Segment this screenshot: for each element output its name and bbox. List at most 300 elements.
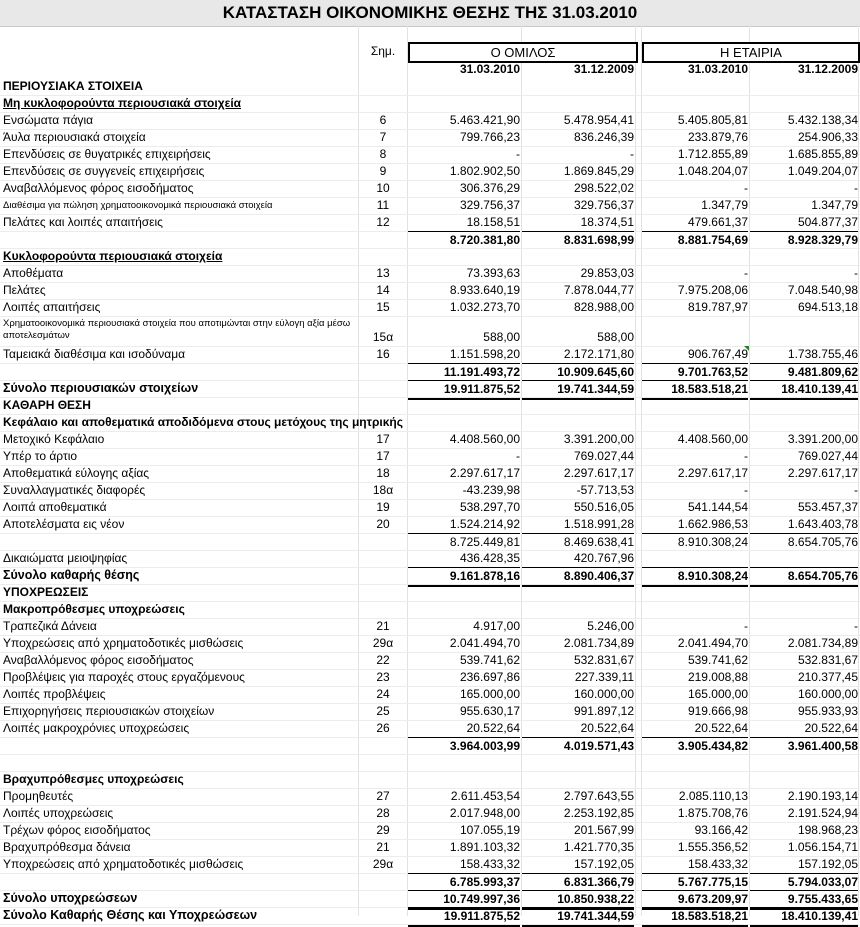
row-note: 21 — [376, 840, 390, 854]
row-note: 19 — [376, 500, 390, 514]
company-current-value: 93.166,42 — [694, 823, 748, 837]
company-current-value: 1.555.356,52 — [677, 840, 748, 854]
row-note: 23 — [376, 670, 390, 684]
company-prior-value: 210.377,45 — [797, 670, 858, 684]
company-prior-value: 2.190.193,14 — [787, 789, 858, 803]
row-note: 26 — [376, 721, 390, 735]
group-current-value: 5.463.421,90 — [449, 113, 520, 127]
group-current-value: 588,00 — [483, 330, 520, 344]
row-note — [360, 737, 406, 754]
row-label: Σύνολο περιουσιακών στοιχείων — [3, 381, 199, 395]
group-prior-value: 769.027,44 — [573, 449, 634, 463]
table-row — [0, 499, 860, 516]
section-heading-row — [0, 414, 860, 431]
group-current-value: 3.964.003,99 — [408, 737, 520, 755]
group-prior-value: 3.391.200,00 — [563, 432, 634, 446]
company-current-value: 158.433,32 — [687, 857, 748, 871]
grid-row-line — [0, 924, 860, 925]
row-label: Τραπεζικά Δάνεια — [3, 619, 97, 633]
row-label: Λοιπές μακροχρόνιες υποχρεώσεις — [3, 721, 190, 735]
group-prior-value: 5.246,00 — [587, 619, 634, 633]
table-row — [0, 163, 860, 180]
company-current-value: 1.048.204,07 — [677, 164, 748, 178]
table-row — [0, 839, 860, 856]
table-row — [0, 856, 860, 873]
row-note: 10 — [376, 181, 390, 195]
section-heading-row — [0, 584, 860, 601]
row-label — [3, 533, 358, 550]
company-current-value: 9.701.763,52 — [642, 363, 748, 381]
group-prior-value — [522, 414, 634, 431]
company-current-value: - — [744, 483, 748, 497]
company-prior-value — [750, 584, 858, 601]
group-prior-value: 828.988,00 — [573, 300, 634, 314]
group-current-value — [408, 78, 520, 95]
subtotal-row — [0, 363, 860, 380]
company-prior-value: 8.654.705,76 — [750, 533, 858, 551]
row-label: Ενσώματα πάγια — [3, 113, 94, 127]
row-label: Πελάτες — [3, 283, 46, 297]
row-label: Επενδύσεις σε θυγατρικές επιχειρήσεις — [3, 147, 211, 161]
company-current-value: 2.297.617,17 — [677, 466, 748, 480]
group-prior-value: 7.878.044,77 — [563, 283, 634, 297]
company-current-value: - — [744, 181, 748, 195]
row-note — [360, 78, 406, 95]
row-label: Μετοχικό Κεφάλαιο — [3, 432, 105, 446]
group-prior-value: 8.469.638,41 — [522, 533, 634, 551]
company-current-value — [642, 754, 748, 771]
group-current-value: 8.720.381,80 — [408, 231, 520, 249]
table-row — [0, 635, 860, 652]
row-label: Σύνολο υποχρεώσεων — [3, 891, 138, 905]
company-current-value: 541.144,54 — [687, 500, 748, 514]
subtotal-row — [0, 231, 860, 248]
subtotal-row — [0, 737, 860, 754]
table-row — [0, 788, 860, 805]
company-current-value: 906.767,49 — [687, 347, 748, 361]
group-current-value: 2.017.948,00 — [449, 806, 520, 820]
row-label: Αναβαλλόμενος φόρος εισοδήματος — [3, 653, 194, 667]
group-current-value: 6.785.993,37 — [408, 873, 520, 891]
table-row — [0, 129, 860, 146]
group-current-value — [408, 95, 520, 112]
company-prior-value: 769.027,44 — [797, 449, 858, 463]
row-label: ΥΠΟΧΡΕΩΣΕΙΣ — [3, 585, 89, 599]
group-prior-value: 6.831.366,79 — [522, 873, 634, 891]
row-note — [360, 414, 406, 431]
company-prior-value: 2.297.617,17 — [787, 466, 858, 480]
row-label: Κεφάλαιο και αποθεματικά αποδιδόμενα στους μετόχους της μητρικής — [3, 415, 403, 429]
row-label: Αποτελέσματα εις νέον — [3, 517, 125, 531]
group-current-value: 73.393,63 — [466, 266, 520, 280]
company-current-value: 1.712.855,89 — [677, 147, 748, 161]
group-current-value: 538.297,70 — [459, 500, 520, 514]
row-label: Αποθέματα — [3, 266, 64, 280]
group-prior-value: 160.000,00 — [573, 687, 634, 701]
company-current-value: 8.910.308,24 — [642, 567, 748, 587]
group-current-value: 955.630,17 — [459, 704, 520, 718]
table-row — [0, 686, 860, 703]
row-label: Υποχρεώσεις από χρηματοδοτικές μισθώσεις — [3, 636, 244, 650]
group-prior-value: -57.713,53 — [576, 483, 634, 497]
company-current-value: - — [744, 266, 748, 280]
row-note — [360, 873, 406, 890]
company-prior-value: 18.410.139,41 — [750, 380, 858, 400]
group-prior-value — [522, 95, 634, 112]
group-prior-value: 588,00 — [597, 330, 634, 344]
row-label: Υπέρ το άρτιο — [3, 449, 78, 463]
table-row — [0, 652, 860, 669]
group-current-value — [408, 754, 520, 771]
row-note: 21 — [376, 619, 390, 633]
table-row — [0, 197, 860, 214]
company-prior-value: 18.410.139,41 — [750, 907, 858, 927]
company-prior-value: 532.831,67 — [797, 653, 858, 667]
group-prior-value: 1.421.770,35 — [563, 840, 634, 854]
company-prior-value — [750, 754, 858, 771]
row-note — [360, 601, 406, 618]
company-prior-value: 157.192,05 — [797, 857, 858, 871]
group-current-value — [408, 248, 520, 265]
company-current-value: 8.881.754,69 — [642, 231, 748, 249]
group-prior-value: 10.909.645,60 — [522, 363, 634, 381]
row-label: Λοιπές προβλέψεις — [3, 687, 106, 701]
row-note: 27 — [376, 789, 390, 803]
company-prior-value — [750, 397, 858, 414]
company-prior-value: 3.391.200,00 — [787, 432, 858, 446]
group-current-value — [408, 771, 520, 788]
group-prior-value: 2.797.643,55 — [563, 789, 634, 803]
company-prior-value: - — [854, 619, 858, 633]
company-current-value — [642, 248, 748, 265]
group-current-value: -43.239,98 — [462, 483, 520, 497]
row-label — [3, 231, 358, 248]
company-current-value: 8.910.308,24 — [642, 533, 748, 551]
group-prior-value: 5.478.954,41 — [563, 113, 634, 127]
group-current-value — [408, 397, 520, 414]
row-label: Ταμειακά διαθέσιμα και ισοδύναμα — [3, 347, 186, 361]
row-note — [360, 567, 406, 584]
company-header: Η ΕΤΑΙΡΙΑ — [642, 42, 860, 63]
row-note: 17 — [376, 449, 390, 463]
group-current-value: 1.524.214,92 — [449, 517, 520, 531]
company-current-value: 233.879,76 — [687, 130, 748, 144]
group-prior-value — [522, 248, 634, 265]
row-note: 17 — [376, 432, 390, 446]
row-note: 18 — [376, 466, 390, 480]
group-prior-value: 18.374,51 — [580, 215, 634, 229]
company-current-value: 2.041.494,70 — [677, 636, 748, 650]
company-current-value — [642, 78, 748, 95]
row-label: Διαθέσιμα για πώληση χρηματοοικονομικά περιουσιακά στοιχεία — [3, 200, 273, 211]
company-prior-value: 1.056.154,71 — [787, 840, 858, 854]
group-current-value: 799.766,23 — [459, 130, 520, 144]
group-prior-value: 2.081.734,89 — [563, 636, 634, 650]
company-current-value: 2.085.110,13 — [678, 789, 748, 803]
row-note: 16 — [376, 347, 390, 361]
table-row — [0, 465, 860, 482]
group-prior-value: 2.172.171,80 — [563, 347, 634, 361]
company-prior-value: 504.877,37 — [797, 215, 858, 229]
section-heading-row — [0, 601, 860, 618]
row-label: Χρηματοοικονομικά περιουσιακά στοιχεία που αποτιμώνται στην εύλογη αξία μέσω αποτελεσμάτων — [3, 318, 351, 341]
company-prior-value: 9.481.809,62 — [750, 363, 858, 381]
group-current-value: 4.917,00 — [473, 619, 520, 633]
group-prior-value: 227.339,11 — [574, 670, 634, 684]
company-prior-value: 2.081.734,89 — [787, 636, 858, 650]
group-current-value: 539.741,62 — [459, 653, 520, 667]
row-note: 7 — [379, 130, 387, 144]
row-label: Πελάτες και λοιπές απαιτήσεις — [3, 215, 163, 229]
row-label — [3, 737, 358, 754]
company-prior-value — [750, 771, 858, 788]
row-label: Αναβαλλόμενος φόρος εισοδήματος — [3, 181, 194, 195]
group-prior-value — [522, 397, 634, 414]
company-current-value — [642, 329, 748, 346]
company-current-value: 7.975.208,06 — [677, 283, 748, 297]
company-prior-value — [750, 329, 858, 346]
group-prior-value — [522, 771, 634, 788]
date-header: 31.03.2010 — [687, 62, 748, 76]
group-prior-value: 8.831.698,99 — [522, 231, 634, 249]
row-label: Υποχρεώσεις από χρηματοδοτικές μισθώσεις — [3, 857, 244, 871]
company-prior-value: 160.000,00 — [797, 687, 858, 701]
row-label: Κυκλοφορούντα περιουσιακά στοιχεία — [3, 249, 223, 263]
company-current-value: 165.000,00 — [687, 687, 748, 701]
total-row — [0, 907, 860, 924]
group-current-value: 9.161.878,16 — [408, 567, 520, 587]
row-note: 22 — [376, 653, 390, 667]
section-heading-row — [0, 397, 860, 414]
group-current-value: 1.802.902,50 — [449, 164, 520, 178]
row-label: Βραχυπρόθεσμα δάνεια — [3, 840, 131, 854]
table-row — [0, 618, 860, 635]
row-note: 12 — [376, 215, 390, 229]
table-row — [0, 720, 860, 737]
company-prior-value: 8.654.705,76 — [750, 567, 858, 587]
company-current-value: 1.347,79 — [701, 198, 748, 212]
company-current-value — [642, 584, 748, 601]
row-note — [360, 95, 406, 112]
row-note: 24 — [376, 687, 390, 701]
company-current-value: 20.522,64 — [694, 721, 748, 735]
company-prior-value: 5.794.033,07 — [750, 873, 858, 891]
company-prior-value: 955.933,93 — [797, 704, 858, 718]
group-current-value: 4.408.560,00 — [449, 432, 520, 446]
group-prior-value: 991.897,12 — [573, 704, 634, 718]
group-current-value: 10.749.997,36 — [408, 890, 520, 910]
total-row — [0, 380, 860, 397]
company-prior-value: - — [854, 181, 858, 195]
total-row — [0, 567, 860, 584]
group-current-value: 165.000,00 — [459, 687, 520, 701]
row-note: 6 — [379, 113, 387, 127]
group-current-value — [408, 601, 520, 618]
row-note — [360, 890, 406, 907]
company-prior-value: 553.457,37 — [797, 500, 858, 514]
row-label: Σύνολο καθαρής θέσης — [3, 568, 140, 582]
note-column-header: Σημ. — [370, 44, 396, 58]
group-prior-value: 2.253.192,85 — [563, 806, 634, 820]
company-prior-value: 3.961.400,58 — [750, 737, 858, 755]
company-current-value: 18.583.518,21 — [642, 907, 748, 927]
group-prior-value — [522, 601, 634, 618]
row-label: Βραχυπρόθεσμες υποχρεώσεις — [3, 772, 184, 786]
section-heading-row — [0, 771, 860, 788]
row-note: 15α — [372, 330, 394, 344]
group-current-value: 306.376,29 — [459, 181, 520, 195]
row-note: 29α — [372, 636, 394, 650]
company-prior-value: 1.643.403,78 — [787, 517, 858, 531]
company-prior-value: 7.048.540,98 — [787, 283, 858, 297]
company-prior-value — [750, 550, 858, 567]
company-prior-value: 20.522,64 — [804, 721, 858, 735]
company-current-value: - — [744, 619, 748, 633]
sheet-title: ΚΑΤΑΣΤΑΣΗ ΟΙΚΟΝΟΜΙΚΗΣ ΘΕΣΗΣ ΤΗΣ 31.03.2010 — [0, 0, 860, 27]
group-current-value: 8.725.449,81 — [408, 533, 520, 551]
company-current-value — [642, 414, 748, 431]
row-label: Άυλα περιουσιακά στοιχεία — [3, 130, 146, 144]
table-row — [0, 482, 860, 499]
table-row — [0, 316, 860, 346]
date-header: 31.12.2009 — [797, 62, 858, 76]
company-prior-value: 1.347,79 — [811, 198, 858, 212]
group-current-value: 2.611.453,54 — [450, 789, 520, 803]
row-note — [360, 907, 406, 924]
group-current-value: 1.151.598,20 — [449, 347, 520, 361]
row-label — [3, 754, 358, 771]
company-current-value: 5.767.775,15 — [642, 873, 748, 891]
date-header: 31.12.2009 — [573, 62, 634, 76]
table-row — [0, 112, 860, 129]
row-note — [360, 380, 406, 397]
group-prior-value: 157.192,05 — [573, 857, 634, 871]
company-prior-value: 1.049.204,07 — [787, 164, 858, 178]
group-prior-value: 836.246,39 — [573, 130, 634, 144]
row-label — [3, 363, 358, 380]
section-heading-row — [0, 78, 860, 95]
company-prior-value: 8.928.329,79 — [750, 231, 858, 249]
column-header — [0, 26, 860, 78]
group-current-value: 19.911.875,52 — [408, 380, 520, 400]
company-current-value — [642, 95, 748, 112]
company-prior-value: - — [854, 483, 858, 497]
section-heading-row — [0, 248, 860, 265]
total-row — [0, 890, 860, 907]
group-prior-value: 420.767,96 — [573, 551, 634, 565]
group-current-value — [408, 414, 520, 431]
company-current-value: 919.666,98 — [687, 704, 748, 718]
group-current-value: 107.055,19 — [459, 823, 520, 837]
group-prior-value — [522, 584, 634, 601]
group-prior-value — [522, 754, 634, 771]
row-label: Συναλλαγματικές διαφορές — [3, 483, 146, 497]
company-current-value — [642, 601, 748, 618]
table-row — [0, 214, 860, 231]
section-heading-row — [0, 95, 860, 112]
group-current-value: 8.933.640,19 — [449, 283, 520, 297]
row-note: 18α — [372, 483, 394, 497]
subtotal-row — [0, 533, 860, 550]
company-prior-value: - — [854, 266, 858, 280]
row-label: Μακροπρόθεσμες υποχρεώσεις — [3, 602, 185, 616]
date-header: 31.03.2010 — [459, 62, 520, 76]
row-label — [3, 873, 358, 890]
group-current-value: 1.891.103,32 — [449, 840, 520, 854]
group-current-value: 436.428,35 — [459, 551, 520, 565]
row-label: Μη κυκλοφορούντα περιουσιακά στοιχεία — [3, 96, 242, 110]
group-prior-value: 4.019.571,43 — [522, 737, 634, 755]
group-current-value: - — [516, 147, 520, 161]
group-prior-value: 1.869.845,29 — [563, 164, 634, 178]
row-label: ΠΕΡΙΟΥΣΙΑΚΑ ΣΤΟΙΧΕΙΑ — [3, 79, 143, 93]
group-current-value: 329.756,37 — [459, 198, 520, 212]
company-current-value — [642, 771, 748, 788]
company-current-value: 4.408.560,00 — [677, 432, 748, 446]
row-note: 29 — [376, 823, 390, 837]
row-label: Τρέχων φόρος εισοδήματος — [3, 823, 151, 837]
group-current-value — [408, 584, 520, 601]
company-current-value: 3.905.434,82 — [642, 737, 748, 755]
group-prior-value: 19.741.344,59 — [522, 907, 634, 927]
company-prior-value: 1.685.855,89 — [787, 147, 858, 161]
company-current-value: 9.673.209,97 — [642, 890, 748, 910]
group-prior-value: - — [630, 147, 634, 161]
table-row — [0, 516, 860, 533]
group-prior-value: 8.890.406,37 — [522, 567, 634, 587]
row-note — [360, 533, 406, 550]
row-note — [360, 248, 406, 265]
row-label: Επιχορηγήσεις περιουσιακών στοιχείων — [3, 704, 215, 718]
group-current-value: 236.697,86 — [459, 670, 520, 684]
row-label: Επενδύσεις σε συγγενείς επιχειρήσεις — [3, 164, 205, 178]
company-current-value: 1.662.986,53 — [677, 517, 748, 531]
table-row — [0, 146, 860, 163]
group-prior-value — [522, 78, 634, 95]
group-current-value: 19.911.875,52 — [408, 907, 520, 927]
group-prior-value: 1.518.991,28 — [563, 517, 634, 531]
row-label: Δικαιώματα μειοψηφίας — [3, 551, 128, 565]
group-prior-value: 329.756,37 — [573, 198, 634, 212]
group-current-value: 11.191.493,72 — [408, 363, 520, 381]
company-current-value: 219.008,88 — [687, 670, 748, 684]
row-label: Λοιπές υποχρεώσεις — [3, 806, 114, 820]
row-note: 14 — [376, 283, 390, 297]
company-prior-value: 694.513,18 — [797, 300, 858, 314]
group-prior-value: 532.831,67 — [573, 653, 634, 667]
row-note: 13 — [376, 266, 390, 280]
row-label: ΚΑΘΑΡΗ ΘΕΣΗ — [3, 398, 91, 412]
table-row — [0, 299, 860, 316]
company-prior-value: 9.755.433,65 — [750, 890, 858, 910]
company-current-value: 479.661,37 — [687, 215, 748, 229]
row-label: Σύνολο Καθαρής Θέσης και Υποχρεώσεων — [3, 908, 258, 922]
row-note — [360, 754, 406, 771]
subtotal-row — [0, 873, 860, 890]
table-row — [0, 346, 860, 363]
company-prior-value: 1.738.755,46 — [787, 347, 858, 361]
row-label: Λοιπά αποθεματικά — [3, 500, 107, 514]
row-note — [360, 363, 406, 380]
company-current-value — [642, 550, 748, 567]
row-note — [360, 584, 406, 601]
row-label: Προμηθευτές — [3, 789, 74, 803]
table-row — [0, 754, 860, 771]
group-prior-value: 550.516,05 — [573, 500, 634, 514]
row-label: Αποθεματικά εύλογης αξίας — [3, 466, 150, 480]
row-note — [360, 771, 406, 788]
row-note: 25 — [376, 704, 390, 718]
